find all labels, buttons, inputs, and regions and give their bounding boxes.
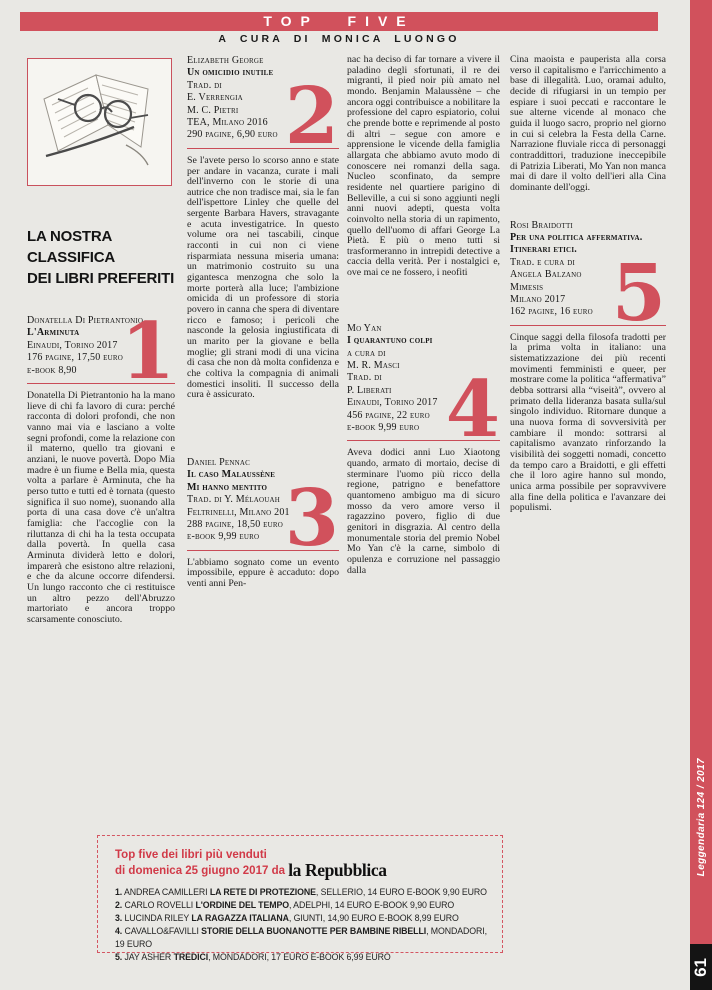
rank-5-numeral: 5 [611, 247, 666, 339]
review-book-3-part-2: nac ha deciso di far tornare a vivere il paladino degli sfortunati, il re dei migranti, il pied noir più amato nel mondo. Benjamin Malaussène – che ancora oggi contribuisce a nobilitare la professione del capro espiatorio, colui che prende botte e reprimende al posto di altri – segue con amore e apprensione le vicende della famiglia allargata che abbiamo avuto modo di conoscere nei romanzi della saga. Nucleo sconfinato, da sempre residente nel quartiere parigino di Belleville, a cui si sono aggiunti negli anni nuovi adepti, questa volta coinvolto nella storia di un rapimento, quello dell'uomo di affari George La Pietà. E più o meno tutti si trasformeranno in intrepidi detective a caccia della verità. Per i nostalgici e, ove mai ce ne fossero, i neofiti [347, 54, 500, 279]
list-item [115, 925, 490, 951]
item-number: 3. [115, 913, 123, 923]
section-title: TOP FIVE [263, 13, 415, 29]
book-1-info [27, 306, 175, 398]
book-5-info [510, 219, 666, 339]
column-4 [510, 55, 666, 514]
book-detail: Milano 2017 [510, 293, 566, 305]
book-detail: 162 pagine, 16 euro [510, 306, 593, 318]
item-author: CAVALLO&FAVILLI [124, 926, 199, 936]
book-title: L'Arminuta [27, 327, 80, 339]
book-detail: Trad. di Y. Mélaouah [187, 494, 281, 506]
rank-1-numeral: 1 [120, 306, 175, 398]
magazine-spine-strip [690, 0, 712, 944]
book-detail: e-book 9,99 euro [187, 531, 260, 543]
book-detail: Trad. e cura di [510, 256, 575, 268]
book-author: Donatella Di Pietrantonio [27, 315, 144, 326]
column-2 [187, 55, 339, 590]
classifica-heading [27, 226, 175, 289]
book-detail: 290 pagine, 6,90 euro [187, 129, 278, 141]
item-title: LA RAGAZZA ITALIANA [191, 913, 289, 923]
item-detail: , GIUNTI, 14,90 EURO E-BOOK 8,99 EURO [288, 913, 459, 923]
bestsellers-title [115, 848, 490, 878]
item-detail: , ADELPHI, 14 EURO E-BOOK 9,90 EURO [288, 900, 455, 910]
item-author: LUCINDA RILEY [124, 913, 190, 923]
book-3-info [187, 456, 339, 564]
book-detail: Mimesis [510, 281, 544, 293]
book-detail: E. Verrengia [187, 92, 243, 104]
rank-3-numeral: 3 [284, 472, 339, 564]
section-header-bar [20, 12, 658, 31]
list-item [115, 886, 490, 899]
book-title: Per una politica affermativa. [510, 231, 643, 243]
book-detail: Feltrinelli, Milano 201 [187, 506, 290, 518]
page-number-box [690, 944, 712, 990]
book-2-info [187, 55, 339, 163]
item-title: LA RETE DI PROTEZIONE [209, 887, 316, 897]
book-detail: P. Liberati [347, 384, 392, 396]
heading-line: CLASSIFICA [27, 249, 116, 266]
item-title: STORIE DELLA BUONANOTTE PER BAMBINE RIBELLI [201, 926, 427, 936]
page-number: 61 [691, 957, 710, 977]
book-4-info [347, 322, 500, 455]
book-author: Elizabeth George [187, 55, 264, 66]
book-detail: M. R. Masci [347, 360, 400, 371]
bestsellers-title-line-1: Top five dei libri più venduti [115, 849, 267, 861]
review-book-5: Cinque saggi della filosofa tradotti per la prima volta in italiano: una sistematizzazione dei più recenti movimenti femministi e queer, per mostrare come la politica “affermativa” debba sottrarsi alla “viseità”, ovvero al primato della lideranza basata sulla/sul singolo individuo. Ritornare dunque a una nuova forma di sovversività per cambiare il mondo: sottrarsi al capitalismo avanzato rinforzando la visibilità dei soggetti nomadi, concetto da tempo caro a Braidotti, e gli effetti che il loro agire hanno sul mondo, unica arma possibile per sopravvivere alla fine della politica e l'avanzare dei populismi. [510, 331, 666, 514]
book-detail: Trad. di [187, 79, 222, 91]
item-author: CARLO ROVELLI [124, 900, 194, 910]
book-detail: e-book 8,90 [27, 364, 77, 376]
book-detail: Einaudi, Torino 2017 [347, 397, 438, 409]
item-number: 5. [115, 952, 123, 962]
book-detail: Einaudi, Torino 2017 [27, 339, 118, 351]
column-1 [27, 58, 175, 625]
book-detail: a cura di [347, 347, 386, 359]
list-item [115, 951, 490, 964]
book-title: Un omicidio inutile [187, 67, 274, 79]
review-book-1: Donatella Di Pietrantonio ha la mano lieve di chi fa lavoro di cura: perché racconta di dolori profondi, che non vanno mai via e lasciano a volte segni profondi, come la relazione con il materno, quello tra giovani e anziani, le nuove povertà. Dopo Mia madre è un fiume e Bella mia, questa volta a parlare è Arminuta, che ha perso tutto e tutti ed è tornata (questo significa il suo nome), suonando alla porta di una casa dove c'è un'altra famiglia: che l'accoglie con la riluttanza di chi ha la testa occupata dalla povertà. In quella casa Arminuta dividerà letto e dolori, imparerà che esistono altre relazioni, e che da alcune occorre difendersi. Un lungo racconto che ci restituisce un altro pezzo dell'Abruzzo martoriato e ancora troppo scarsamente conosciuto. [27, 390, 175, 625]
item-author: ANDREA CAMILLERI [124, 887, 208, 897]
book-detail: 288 pagine, 18,50 euro [187, 518, 283, 530]
book-title: Itinerari etici. [510, 244, 577, 256]
review-book-3-part-1: L'abbiamo sognato come un evento impossibile, eppure è accaduto: dopo venti anni Pen- [187, 556, 339, 590]
book-author: Rosi Braidotti [510, 219, 573, 231]
book-detail: M. C. Pietri [187, 104, 239, 116]
book-title: Il caso Malaussène [187, 469, 276, 481]
bestsellers-title-line-2 [115, 859, 490, 880]
book-detail: e-book 9,99 euro [347, 422, 420, 434]
book-detail: Angela Balzano [510, 269, 582, 281]
review-book-4-part-2: Cina maoista e pauperista alla corsa verso il capitalismo e l'arricchimento a base di illegalità. Luo, oramai adulto, decide di rifugiarsi in un tempio per espiare i suoi peccati e raccontare le sue alterne vicende al monaco che guida il luogo sacro, proprio nel giorno in cui si celebra la Festa della Carne. Narrazione fluviale ricca di personaggi contraddittori, traduzione ineccepibile di Patrizia Liberati, Mo Yan non manca mai di dare il volto dell'ieri alla Cina dominante dell'oggi. [510, 54, 666, 193]
book-author: Daniel Pennac [187, 456, 250, 468]
book-detail: Trad. di [347, 372, 382, 384]
illustration-frame [27, 58, 172, 186]
list-item [115, 912, 490, 925]
book-detail: 456 pagine, 22 euro [347, 409, 430, 421]
review-book-2: Se l'avete perso lo scorso anno e state per andare in vacanza, curate i mali dell'inverno con le storie di una autrice che non tradisce mai, sia le fan dell'ispettore Linley che quelle del sergente Barbara Havers, stravagante e acuta investigatrice. In questo volume ora nei tascabili, cinque racconti in cui non ci viene risparmiata nessuna miseria umana: un matrimonio costruito su una gigantesca menzogna che solo la morte porterà alla luce; l'ambizione omicida di un professore di storia povero in canna che spera di diventare ricco e famoso; i pericoli che nasconde la gelosia ingiustificata di un marito per la giovane e bella moglie; gli strani modi di una vicina di casa che non dà molta confidenza e che coltiva la compagnia di animali domestici insoliti. Il successo della cura è assicurato. [187, 154, 339, 401]
heading-line: LA NOSTRA [27, 228, 113, 245]
bestsellers-box [97, 835, 503, 962]
magazine-name-label: Leggendaria 124 / 2017 [695, 757, 707, 876]
book-detail: 176 pagine, 17,50 euro [27, 352, 123, 364]
item-author: JAY ASHER [124, 952, 172, 962]
item-number: 4. [115, 926, 123, 936]
book-title: Mi hanno mentito [187, 481, 268, 493]
curator-byline: A CURA DI MONICA LUONGO [218, 33, 460, 45]
heading-line: DEI LIBRI PREFERITI [27, 270, 175, 287]
item-detail: , MONDADORI, 19 EURO [115, 926, 487, 949]
book-author: Mo Yan [347, 322, 382, 334]
bestsellers-title-line-2-text: di domenica 25 giugno 2017 da [115, 864, 285, 877]
item-title: L'ORDINE DEL TEMPO [195, 900, 289, 910]
item-number: 1. [115, 887, 123, 897]
book-detail: TEA, Milano 2016 [187, 117, 268, 129]
la-repubblica-logo: la Repubblica [288, 859, 387, 880]
item-number: 2. [115, 900, 123, 910]
column-3 [347, 55, 500, 576]
review-book-4-part-1: Aveva dodici anni Luo Xiaotong quando, armato di mortaio, decise di sterminare l'uomo più ricco della regione, patrigno e benefattore quantomeno ambiguo ma di sicuro mosso da vero amore verso il ragazzino povero, figlio di due genitori in disgrazia. Al centro della monumentale storia del premio Nobel Mo Yan c'è la carne, simbolo di opulenza e corruzione nel passaggio dalla [347, 447, 500, 576]
item-title: TREDICI [173, 952, 209, 962]
bestsellers-list [115, 886, 490, 964]
item-detail: , SELLERIO, 14 EURO E-BOOK 9,90 EURO [315, 887, 487, 897]
book-and-glasses-sketch-icon [28, 59, 171, 185]
book-title: I quarantuno colpi [347, 335, 433, 347]
item-detail: , MONDADORI, 17 EURO E-BOOK 6,99 EURO [208, 952, 391, 962]
rank-4-numeral: 4 [445, 363, 500, 455]
list-item [115, 899, 490, 912]
rank-2-numeral: 2 [284, 71, 339, 163]
